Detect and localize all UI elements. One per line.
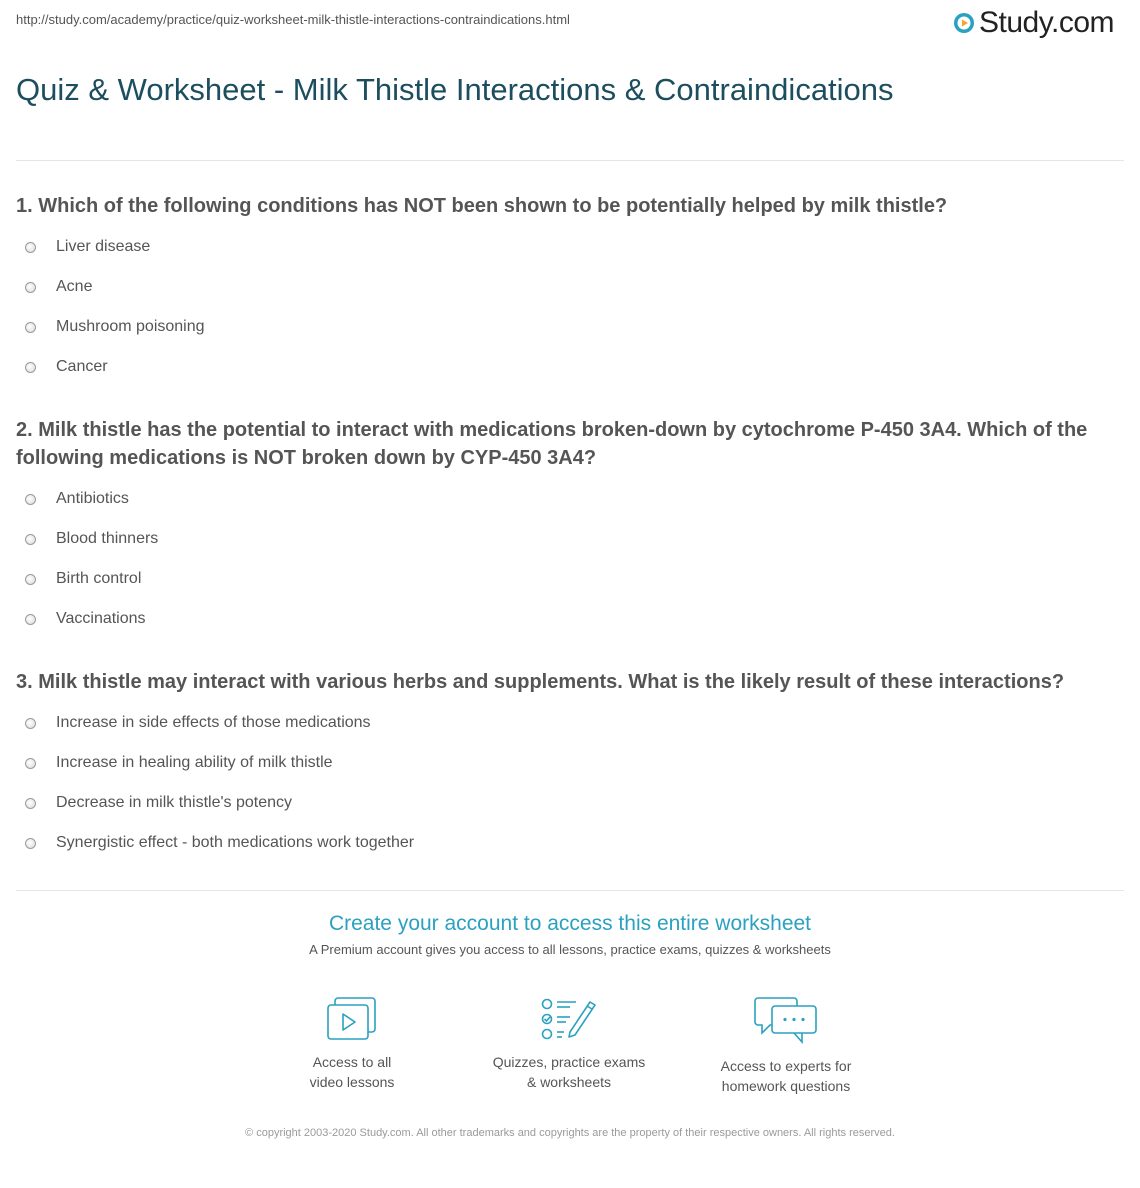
option-label: Mushroom poisoning xyxy=(56,318,205,335)
answer-options xyxy=(16,703,1116,863)
radio-button[interactable] xyxy=(25,494,36,505)
cta-link[interactable]: Create your account to access this entire worksheet xyxy=(328,912,812,935)
radio-button[interactable] xyxy=(25,838,36,849)
answer-options xyxy=(16,479,1116,639)
answer-option[interactable] xyxy=(16,267,1116,307)
option-label: Acne xyxy=(56,278,93,295)
radio-button[interactable] xyxy=(25,614,36,625)
page-title: Quiz & Worksheet - Milk Thistle Interactions & Contraindications xyxy=(16,72,894,107)
divider xyxy=(16,160,1124,161)
radio-button[interactable] xyxy=(25,574,36,585)
divider xyxy=(16,890,1124,891)
question-text: 2. Milk thistle has the potential to interact with medications broken-down by cytochrome P-450 3A4. Which of the following medications is NOT broken down by CYP-450 3A4? xyxy=(16,419,1088,469)
answer-option[interactable] xyxy=(16,823,1116,863)
question-3 xyxy=(16,668,1116,863)
radio-button[interactable] xyxy=(25,758,36,769)
question-2 xyxy=(16,416,1116,639)
option-label: Antibiotics xyxy=(56,490,129,507)
video-lessons-icon xyxy=(326,996,378,1042)
radio-button[interactable] xyxy=(25,282,36,293)
question-1 xyxy=(16,192,1116,387)
radio-button[interactable] xyxy=(25,322,36,333)
feature-video-lessons xyxy=(252,996,452,1092)
answer-option[interactable] xyxy=(16,307,1116,347)
chat-bubbles-icon xyxy=(754,996,818,1046)
feature-experts xyxy=(686,996,886,1096)
answer-option[interactable] xyxy=(16,347,1116,387)
option-label: Decrease in milk thistle's potency xyxy=(56,794,293,811)
answer-options xyxy=(16,227,1116,387)
option-label: Synergistic effect - both medications work together xyxy=(56,834,415,851)
radio-button[interactable] xyxy=(25,718,36,729)
top-bar xyxy=(0,0,1140,50)
answer-option[interactable] xyxy=(16,783,1116,823)
question-text: 1. Which of the following conditions has NOT been shown to be potentially helped by milk thistle? xyxy=(16,195,948,217)
option-label: Blood thinners xyxy=(56,530,159,547)
feature-label: Quizzes, practice exams & worksheets xyxy=(492,1054,646,1090)
cta-subtitle: A Premium account gives you access to all lessons, practice exams, quizzes & worksheets xyxy=(309,942,831,957)
answer-option[interactable] xyxy=(16,519,1116,559)
radio-button[interactable] xyxy=(25,242,36,253)
feature-label: Access to experts for homework questions xyxy=(720,1058,852,1094)
copyright-notice: © copyright 2003-2020 Study.com. All other trademarks and copyrights are the property of their respective owners. All rights reserved. xyxy=(245,1127,895,1139)
option-label: Vaccinations xyxy=(56,610,146,627)
quiz-checklist-icon xyxy=(540,996,598,1042)
play-circle-icon xyxy=(953,12,975,34)
answer-option[interactable] xyxy=(16,703,1116,743)
answer-option[interactable] xyxy=(16,227,1116,267)
option-label: Liver disease xyxy=(56,238,151,255)
option-label: Increase in side effects of those medications xyxy=(56,714,371,731)
option-label: Cancer xyxy=(56,358,108,375)
page-url: http://study.com/academy/practice/quiz-worksheet-milk-thistle-interactions-contraindications.html xyxy=(16,12,570,27)
option-label: Increase in healing ability of milk thistle xyxy=(56,754,333,771)
logo-text: Study.com xyxy=(979,6,1114,39)
signup-cta xyxy=(0,912,1140,957)
feature-label: Access to all video lessons xyxy=(309,1054,395,1090)
study-logo[interactable] xyxy=(953,6,1114,40)
feature-quizzes xyxy=(469,996,669,1092)
answer-option[interactable] xyxy=(16,599,1116,639)
radio-button[interactable] xyxy=(25,534,36,545)
question-text: 3. Milk thistle may interact with various herbs and supplements. What is the likely result of these interactions? xyxy=(16,671,1065,693)
answer-option[interactable] xyxy=(16,559,1116,599)
answer-option[interactable] xyxy=(16,479,1116,519)
radio-button[interactable] xyxy=(25,798,36,809)
answer-option[interactable] xyxy=(16,743,1116,783)
option-label: Birth control xyxy=(56,570,142,587)
radio-button[interactable] xyxy=(25,362,36,373)
